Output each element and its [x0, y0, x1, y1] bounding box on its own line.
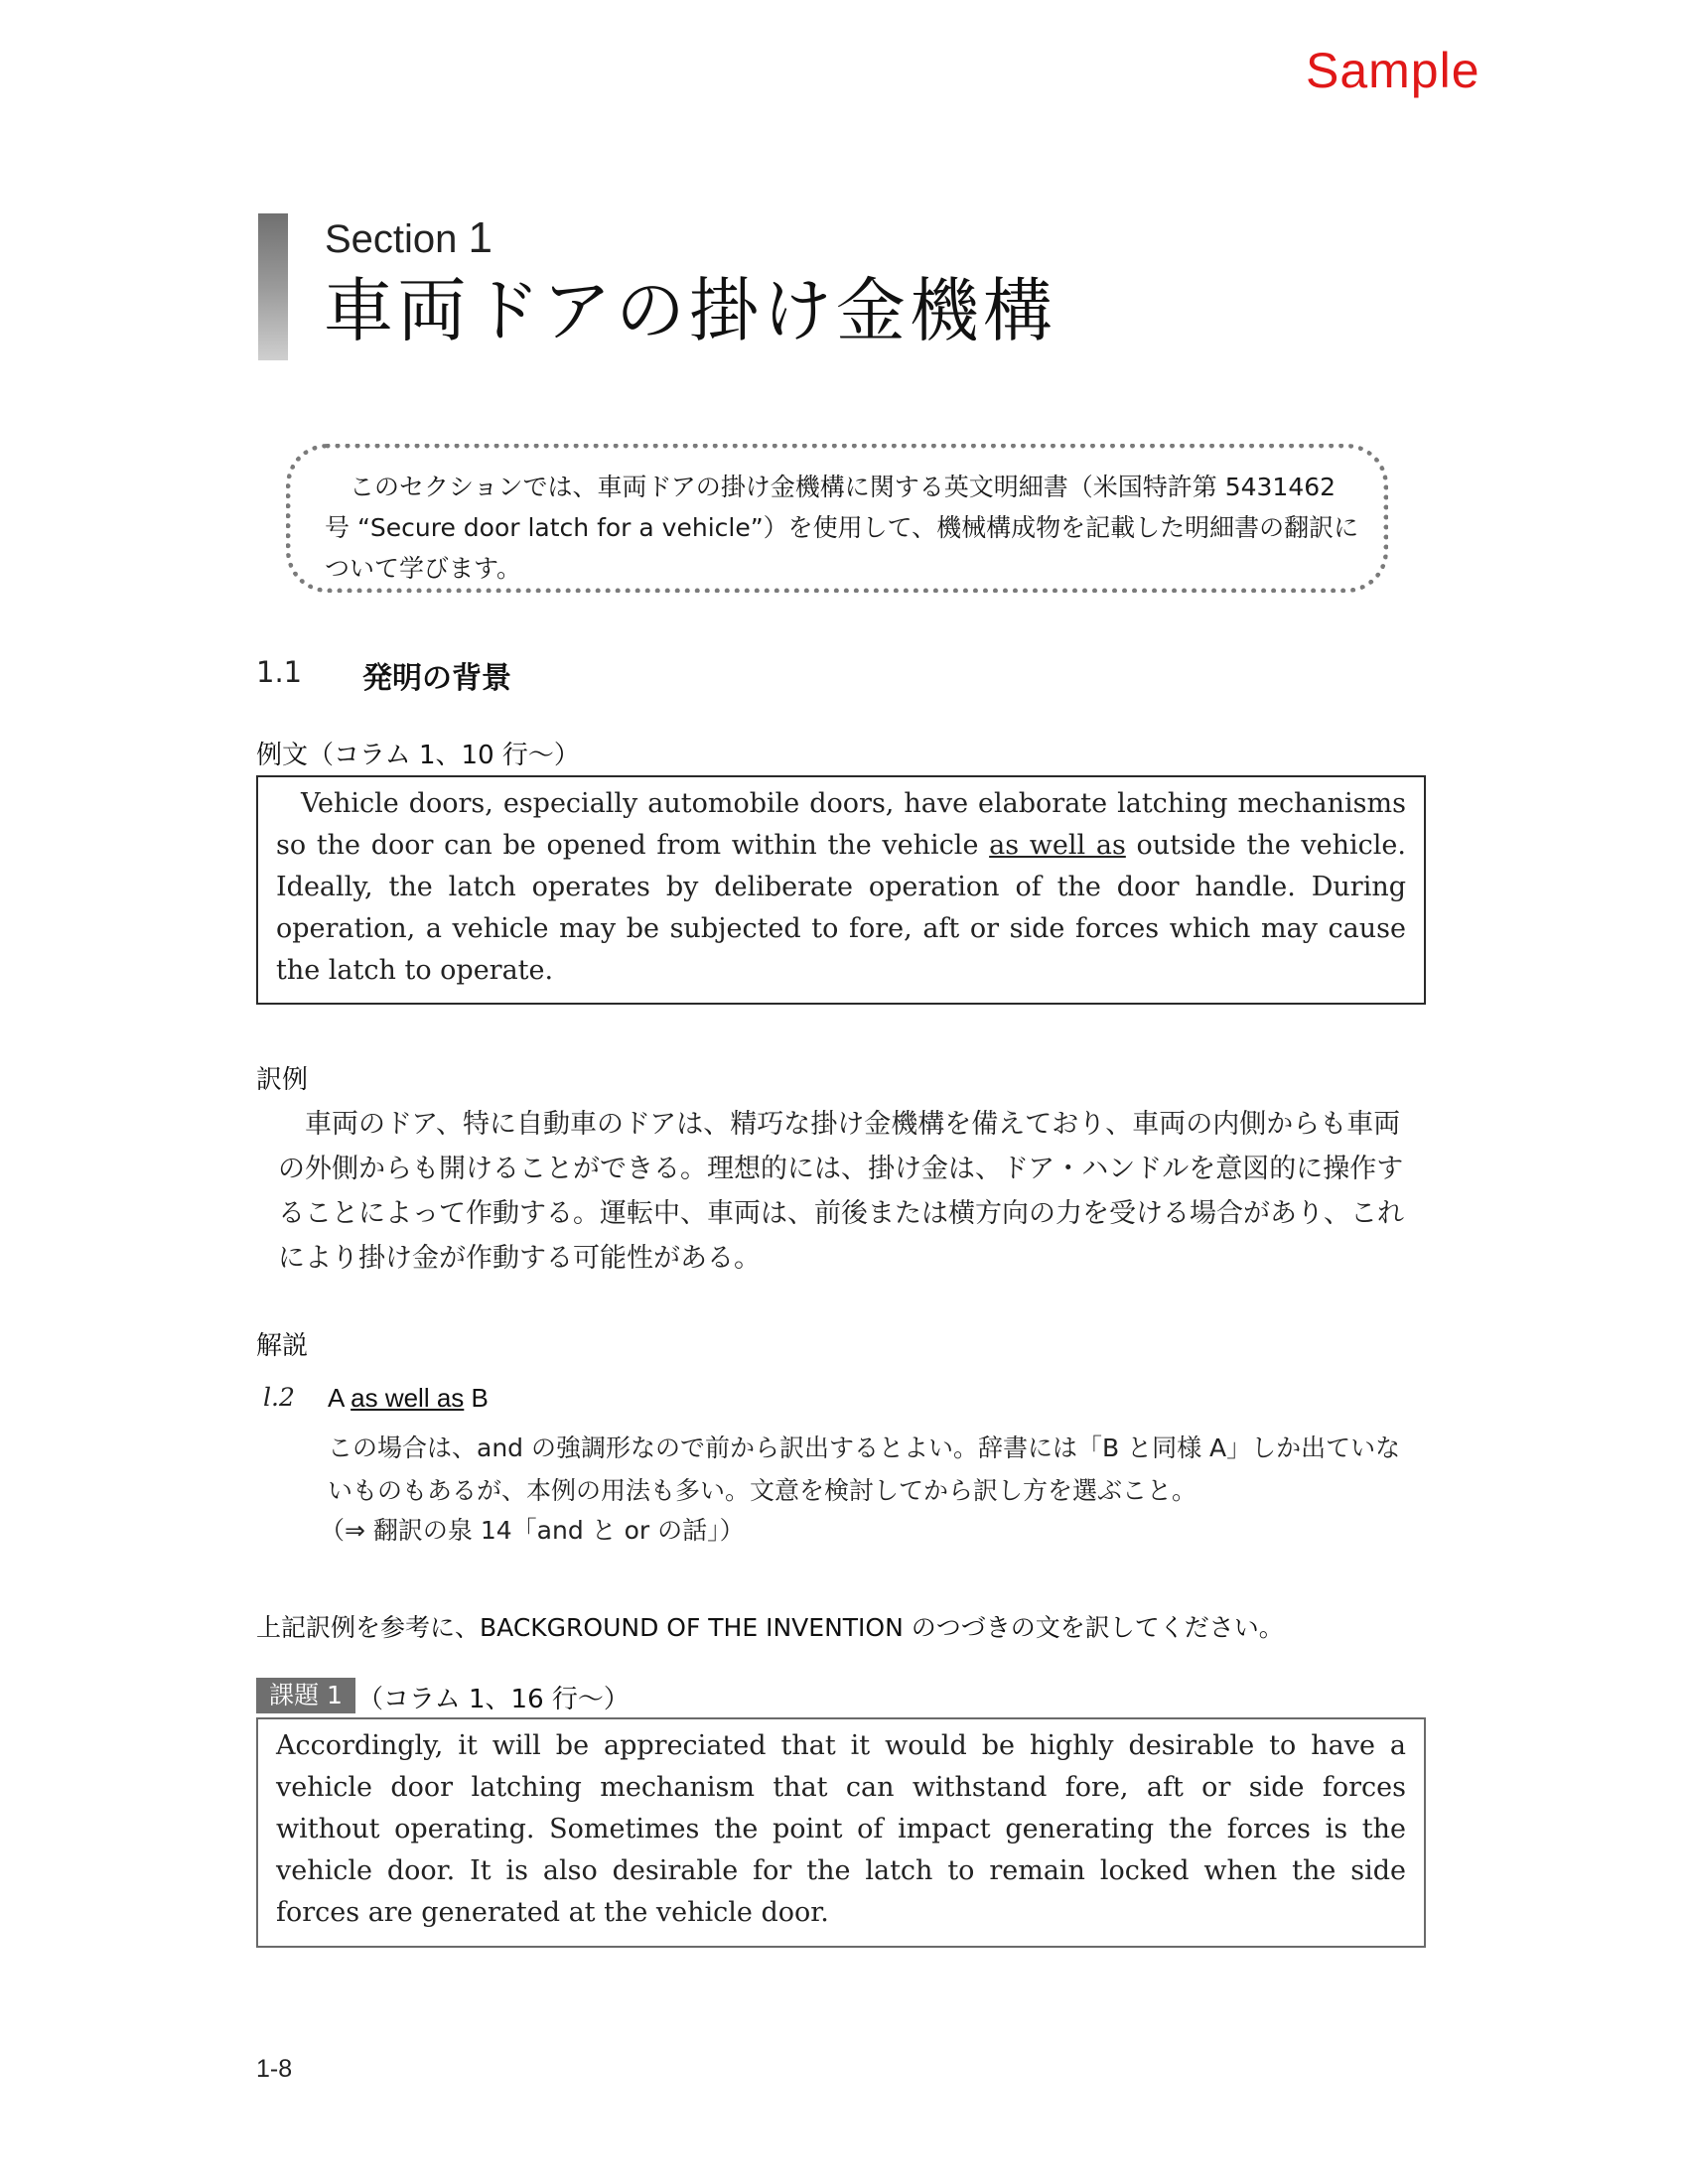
- commentary-line-ref: l.2: [263, 1383, 295, 1412]
- task-reference: （コラム 1、16 行〜）: [357, 1685, 630, 1714]
- translation-text: 車両のドア、特に自動車のドアは、精巧な掛け金機構を備えており、車両の内側からも車両の外側からも開けることができる。理想的には、掛け金は、ドア・ハンドルを意図的に操作することによって作動する。運転中、車両は、前後または横方向の力を受ける場合があり、これにより掛け金が作動する可能性がある。: [278, 1109, 1404, 1274]
- intro-text: このセクションでは、車両ドアの掛け金機構に関する英文明細書（米国特許第 5431462 号 “Secure door latch for a vehicle”）を使用して、機械構成物を記載した明細書の翻訳について学びます。: [325, 473, 1359, 583]
- commentary-label: 解説: [256, 1331, 309, 1361]
- example-label: 例文（コラム 1、10 行〜）: [256, 741, 580, 770]
- subsection-number: 1.1: [256, 655, 303, 689]
- section-label-text: Section: [325, 217, 458, 261]
- section-label: [325, 213, 492, 263]
- translation-label: 訳例: [256, 1065, 309, 1095]
- instruction-text: 上記訳例を参考に、BACKGROUND OF THE INVENTION のつづきの文を訳してください。: [256, 1613, 1284, 1642]
- task-text: Accordingly, it will be appreciated that it would be highly desirable to have a vehicle door latching mechanism that can withstand fore, aft or side forces without operating. Sometimes the point of impact generating the forces is the vehicle door. It is also desirable for the latch to remain locked when the side forces are generated at the vehicle door.: [276, 1730, 1406, 1928]
- commentary-body: この場合は、and の強調形なので前から訳出するとよい。辞書には「B と同様 A」しか出ていないものもあるが、本例の用法も多い。文意を検討してから訳し方を選ぶこと。: [328, 1433, 1401, 1505]
- task-badge: 課題 1: [256, 1678, 355, 1713]
- section-title: 車両ドアの掛け金機構: [324, 270, 1056, 351]
- example-text-after: outside the vehicle. Ideally, the latch operates by deliberate operation of the door handle. During operation, a vehicle may be subjected to fore, aft or side forces which may cause the latch to operate.: [276, 830, 1406, 986]
- example-text-underlined: as well as: [989, 830, 1126, 861]
- page-number: 1-8: [256, 2055, 293, 2083]
- example-text: [276, 783, 1406, 992]
- example-text-before: Vehicle doors, especially automobile doors, have elaborate latching mechanisms so the door can be opened from within the vehicle: [276, 788, 1406, 861]
- commentary-title: [328, 1383, 489, 1414]
- section-number: 1: [468, 213, 493, 262]
- section-accent-bar: [258, 213, 288, 360]
- commentary-title-a: A: [328, 1383, 352, 1413]
- subsection-title: 発明の背景: [362, 661, 511, 696]
- commentary-title-underlined: as well as: [351, 1383, 465, 1413]
- sample-watermark: Sample: [1306, 43, 1480, 98]
- commentary-reference: （⇒ 翻訳の泉 14「and と or の話」）: [320, 1516, 745, 1545]
- commentary-title-b: B: [464, 1383, 489, 1413]
